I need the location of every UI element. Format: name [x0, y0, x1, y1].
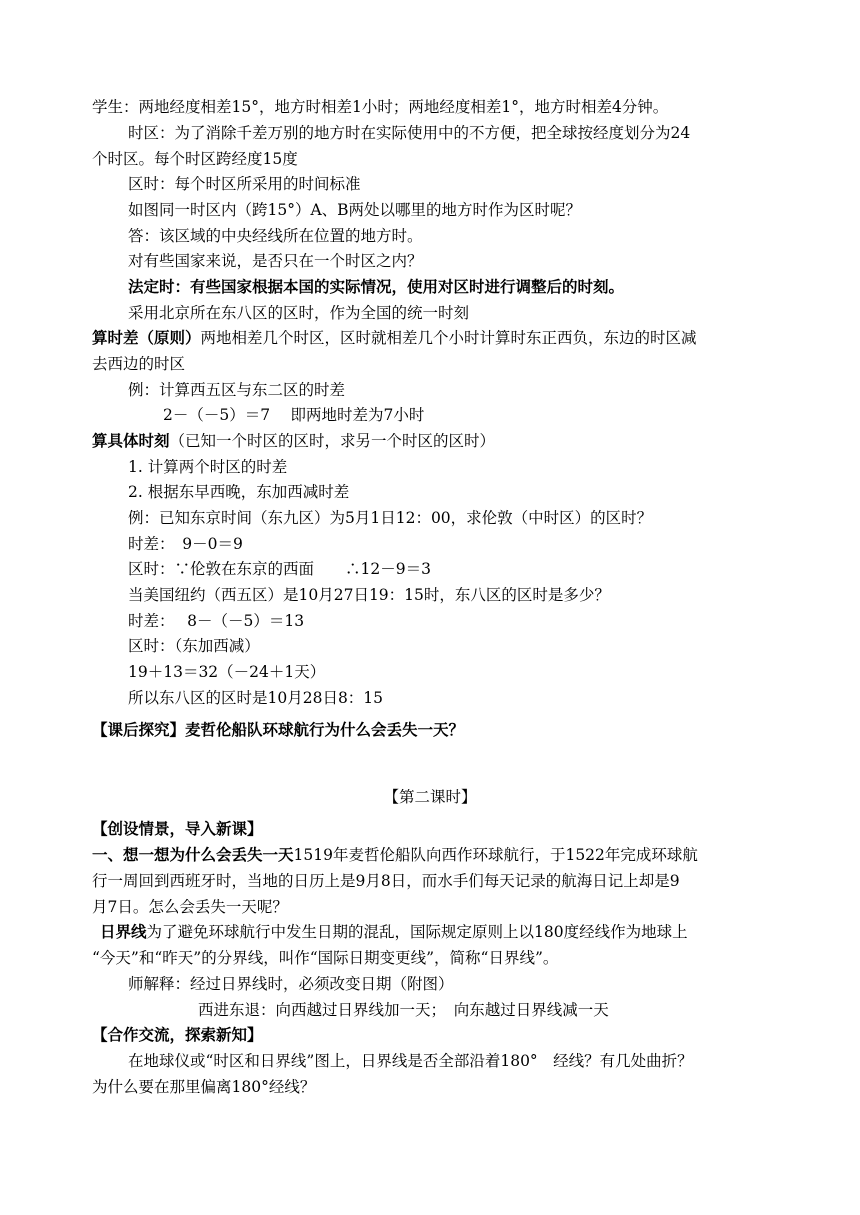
text-line: 对有些国家来说，是否只在一个时区之内？: [128, 252, 423, 270]
text-line: 行一周回到西班牙时，当地的日历上是9月8日，而水手们每天记录的航海日记上却是9: [92, 872, 680, 890]
heading-inline: 算时差（原则）: [92, 328, 201, 347]
text-line: [92, 844, 698, 866]
text-line: 月7日。怎么会丢失一天呢？: [92, 898, 288, 916]
text-line: 时差： 9－0＝9: [128, 535, 243, 553]
text-line: 西进东退：向西越过日界线加一天； 向东越过日界线减一天: [198, 1001, 609, 1019]
text-line: 时区：为了消除千差万别的地方时在实际使用中的不方便，把全球按经度划分为24: [128, 124, 691, 142]
heading-inline: 算具体时刻: [92, 431, 170, 450]
text-line-bold: 法定时：有些国家根据本国的实际情况，使用对区时进行调整后的时刻。: [128, 277, 625, 296]
text-line: 区时：每个时区所采用的时间标准: [128, 175, 361, 193]
text-line-bold: 【合作交流，探索新知】: [92, 1025, 263, 1044]
text-line: 师解释：经过日界线时，必须改变日期（附图）: [128, 975, 454, 993]
text-line-bold: 【课后探究】麦哲伦船队环球航行为什么会丢失一天？: [92, 720, 465, 739]
text-line: 区时：∵伦敦在东京的西面 ∴12－9＝3: [128, 560, 431, 578]
heading-inline: 日界线: [100, 922, 147, 941]
text-line: 2. 根据东早西晚，东加西减时差: [128, 483, 350, 501]
text-line: 如图同一时区内（跨15°）A、B两处以哪里的地方时作为区时呢？: [128, 201, 582, 219]
text-line: 区时：（东加西减）: [128, 637, 260, 655]
section-title: 【第二课时】: [383, 788, 477, 806]
text-line: [92, 327, 697, 349]
text-span: （已知一个时区的区时，求另一个时区的区时）: [169, 432, 496, 450]
text-line: 采用北京所在东八区的区时，作为全国的统一时刻: [128, 304, 470, 322]
text-line: 例：计算西五区与东二区的时差: [128, 381, 346, 399]
text-span: 两地相差几个时区，区时就相差几个小时计算时东正西负，东边的时区减: [200, 329, 697, 347]
heading-inline: 一、想一想为什么会丢失一天: [92, 845, 294, 864]
text-line: 答：该区域的中央经线所在位置的地方时。: [128, 227, 423, 245]
text-line: 2－（－5）＝7 即两地时差为7小时: [163, 406, 425, 424]
text-line: 当美国纽约（西五区）是10月27日19：15时，东八区的区时是多少？: [128, 586, 610, 604]
text-span: 为了避免环球航行中发生日期的混乱，国际规定原则上以180度经线作为地球上: [146, 923, 688, 941]
text-line: 1. 计算两个时区的时差: [128, 458, 288, 476]
text-line-bold: 【创设情景，导入新课】: [92, 819, 263, 838]
text-line: [92, 430, 495, 452]
text-line: 为什么要在那里偏离180°经线？: [92, 1078, 316, 1096]
text-line: 学生：两地经度相差15°，地方时相差1小时；两地经度相差1°，地方时相差4分钟。: [92, 98, 669, 116]
text-line: 在地球仪或“时区和日界线”图上，日界线是否全部沿着180° 经线？有几处曲折？: [128, 1052, 693, 1070]
text-line: “今天”和“昨天”的分界线，叫作“国际日期变更线”，简称“日界线”。: [92, 949, 559, 967]
text-line: 时差： 8－（－5）＝13: [128, 612, 305, 630]
text-line: 例：已知东京时间（东九区）为5月1日12：00，求伦敦（中时区）的区时？: [128, 509, 653, 527]
text-span: 1519年麦哲伦船队向西作环球航行，于1522年完成环球航: [293, 846, 698, 864]
text-line: 19＋13＝32（－24＋1天）: [128, 663, 326, 681]
text-line: 所以东八区的区时是10月28日8：15: [128, 689, 384, 707]
text-line: 去西边的时区: [92, 355, 186, 373]
text-line: 个时区。每个时区跨经度15度: [92, 150, 298, 168]
text-line: [100, 921, 688, 943]
